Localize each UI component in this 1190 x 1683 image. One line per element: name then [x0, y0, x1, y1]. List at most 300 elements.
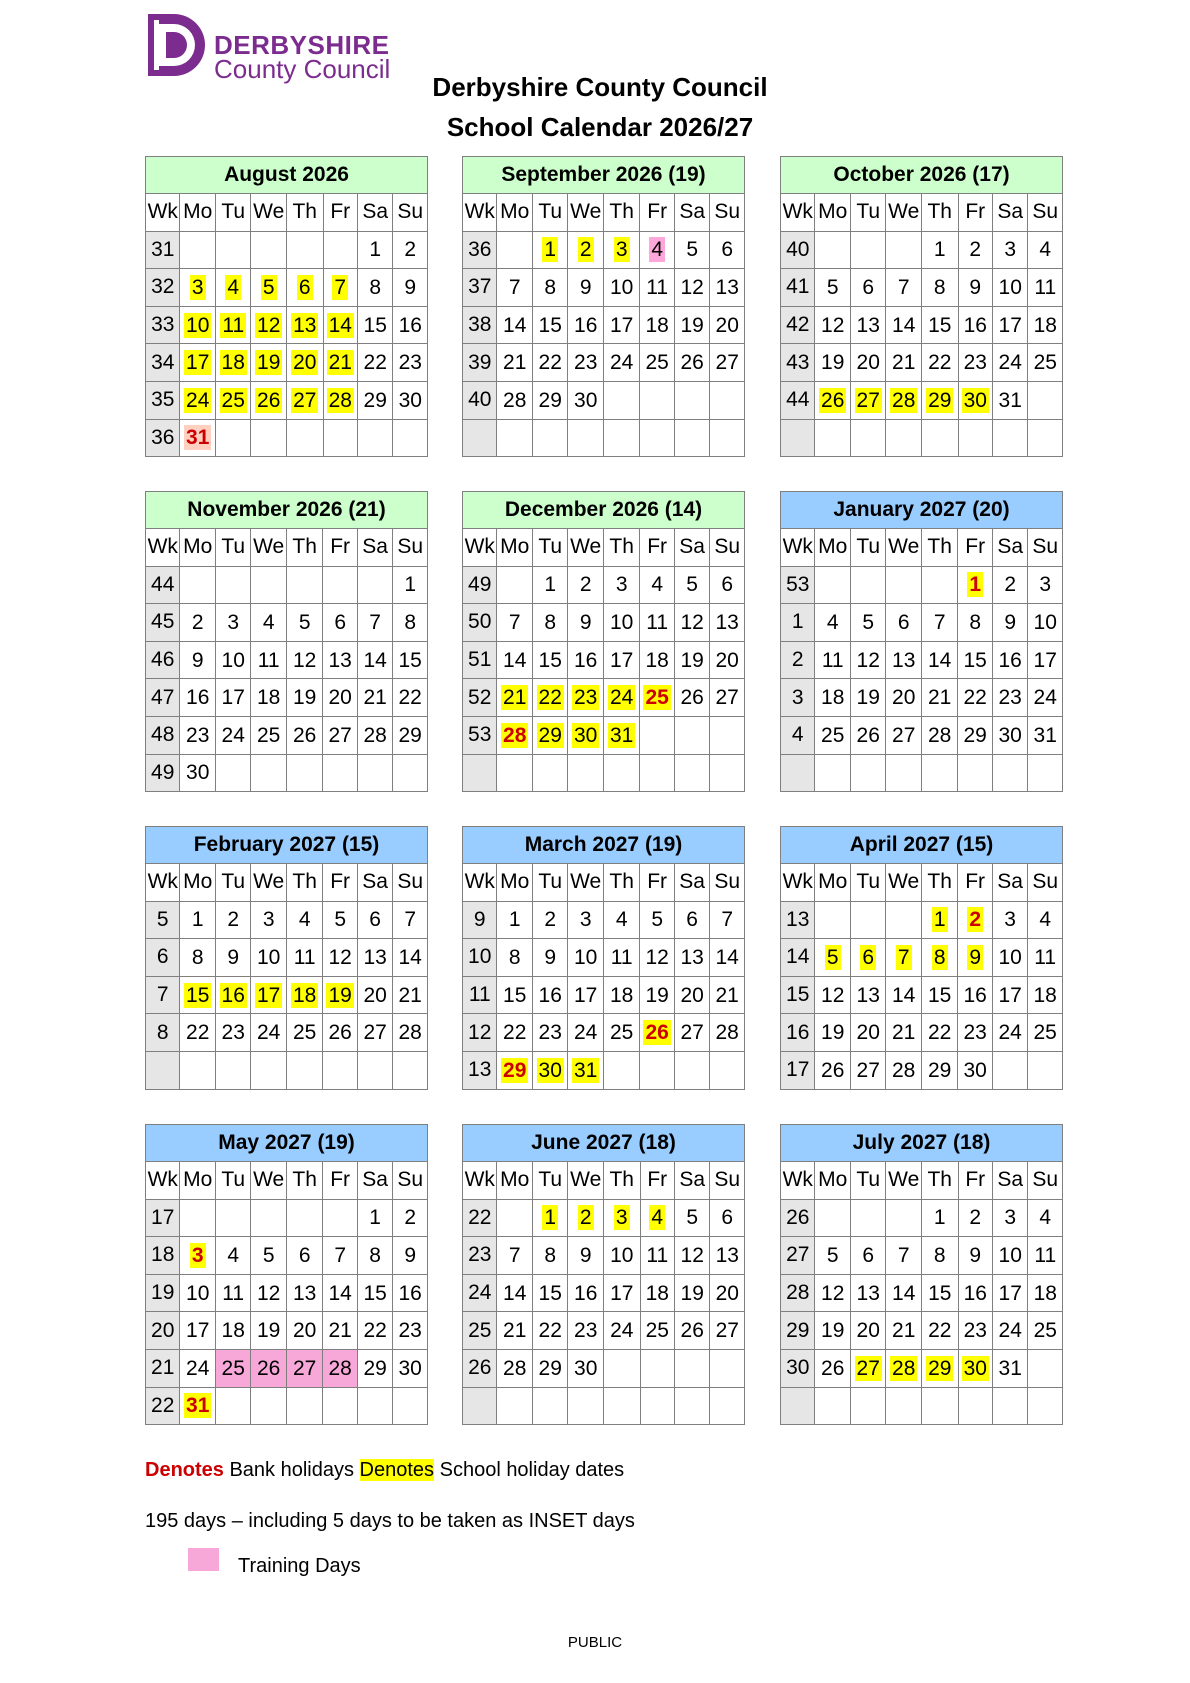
day-header: Sa	[992, 1162, 1028, 1200]
month-calendar	[145, 1124, 428, 1426]
day-cell: 14	[323, 1274, 357, 1312]
day-cell: 6	[286, 1237, 323, 1275]
day-header: Su	[393, 529, 428, 567]
day-cell: 27	[710, 344, 745, 382]
day-cell: 5	[815, 939, 850, 977]
day-cell: 28	[497, 1349, 533, 1387]
day-cell: 22	[921, 1014, 958, 1052]
day-cell: 1	[921, 231, 958, 269]
empty-cell	[603, 754, 640, 792]
empty-cell	[568, 419, 603, 457]
day-cell: 5	[674, 231, 709, 269]
empty-cell	[850, 231, 886, 269]
day-cell: 3	[992, 1199, 1028, 1237]
training-swatch	[188, 1548, 219, 1571]
week-number: 23	[463, 1237, 497, 1275]
day-cell: 10	[568, 939, 603, 977]
day-cell: 2	[180, 604, 215, 642]
empty-cell	[815, 419, 851, 457]
day-cell: 5	[815, 269, 851, 307]
month-title: September 2026 (19)	[463, 157, 745, 194]
day-cell: 30	[568, 1349, 604, 1387]
day-cell: 11	[640, 1237, 674, 1275]
week-number: 36	[146, 419, 180, 457]
week-number: 40	[463, 381, 497, 419]
day-cell: 29	[393, 716, 428, 754]
day-cell: 4	[815, 604, 850, 642]
day-header: Wk	[463, 1162, 497, 1200]
week-number: 36	[463, 231, 497, 269]
week-number: 3	[781, 679, 815, 717]
week-number: 12	[463, 1014, 497, 1052]
day-cell: 18	[1028, 306, 1063, 344]
week-number: 24	[463, 1274, 497, 1312]
empty-cell	[532, 419, 567, 457]
empty-cell	[180, 1199, 215, 1237]
day-cell: 14	[921, 641, 958, 679]
week-number: 27	[781, 1237, 815, 1275]
day-header: Fr	[640, 194, 674, 232]
empty-cell	[640, 419, 674, 457]
day-cell: 24	[603, 679, 640, 717]
week-number: 11	[463, 976, 497, 1014]
day-cell: 14	[886, 976, 921, 1014]
day-header: Su	[393, 194, 428, 232]
day-cell: 13	[850, 976, 885, 1014]
day-cell: 10	[603, 604, 640, 642]
day-cell: 1	[357, 1199, 392, 1237]
week-number: 40	[781, 231, 815, 269]
day-cell: 6	[850, 269, 886, 307]
week-number: 13	[463, 1051, 497, 1089]
day-cell: 24	[251, 1014, 286, 1052]
day-cell: 26	[674, 1312, 710, 1350]
day-cell: 5	[640, 901, 674, 939]
week-number	[781, 419, 815, 457]
day-header: Sa	[674, 529, 709, 567]
day-cell: 15	[393, 641, 428, 679]
empty-cell	[497, 419, 532, 457]
week-number: 4	[781, 716, 815, 754]
day-header: Tu	[850, 194, 886, 232]
day-cell: 8	[497, 939, 532, 977]
week-number: 10	[463, 939, 497, 977]
day-cell: 30	[958, 1349, 992, 1387]
empty-cell	[603, 1387, 640, 1425]
week-number: 41	[781, 269, 815, 307]
day-cell: 18	[1028, 1274, 1063, 1312]
empty-cell	[215, 566, 250, 604]
day-cell: 2	[958, 231, 992, 269]
day-header: Fr	[323, 1162, 357, 1200]
week-number: 17	[146, 1199, 180, 1237]
day-cell: 2	[393, 231, 428, 269]
week-number: 9	[463, 901, 497, 939]
day-header: Mo	[815, 864, 850, 902]
day-header: We	[886, 194, 922, 232]
day-cell: 9	[180, 641, 215, 679]
day-cell: 23	[532, 1014, 567, 1052]
day-cell: 16	[180, 679, 215, 717]
legend-days-total: 195 days – including 5 days to be taken as INSET days	[145, 1510, 635, 1532]
day-header: Mo	[497, 864, 532, 902]
day-header: Sa	[674, 194, 709, 232]
day-cell: 12	[815, 1274, 851, 1312]
day-cell: 28	[886, 1349, 922, 1387]
day-cell: 18	[640, 1274, 674, 1312]
week-number: 13	[781, 901, 815, 939]
day-cell: 21	[393, 976, 428, 1014]
empty-cell	[1028, 1387, 1063, 1425]
day-cell: 29	[532, 381, 567, 419]
day-header: Wk	[146, 864, 180, 902]
day-header: We	[251, 529, 286, 567]
day-cell: 23	[568, 344, 603, 382]
day-cell: 18	[640, 306, 674, 344]
day-cell: 15	[357, 1274, 392, 1312]
day-cell: 2	[568, 566, 603, 604]
empty-cell	[1028, 1051, 1063, 1089]
day-header: Tu	[215, 529, 250, 567]
day-header: Sa	[992, 864, 1027, 902]
empty-cell	[393, 1387, 428, 1425]
day-header: Wk	[781, 529, 815, 567]
empty-cell	[886, 419, 922, 457]
day-cell: 17	[992, 976, 1027, 1014]
day-cell: 18	[215, 344, 251, 382]
day-cell: 1	[532, 1199, 568, 1237]
day-header: Sa	[674, 864, 709, 902]
day-cell: 24	[603, 1312, 640, 1350]
week-number	[781, 1387, 815, 1425]
empty-cell	[640, 1051, 674, 1089]
day-cell: 19	[251, 1312, 286, 1350]
week-number: 49	[146, 754, 180, 792]
day-header: Wk	[146, 529, 180, 567]
day-cell: 5	[674, 1199, 710, 1237]
week-number: 2	[781, 641, 815, 679]
empty-cell	[603, 381, 640, 419]
day-cell: 21	[323, 1312, 357, 1350]
day-cell: 31	[992, 1349, 1028, 1387]
empty-cell	[958, 1387, 992, 1425]
day-cell: 10	[992, 269, 1028, 307]
empty-cell	[286, 1199, 323, 1237]
day-cell: 21	[921, 679, 958, 717]
day-cell: 14	[886, 1274, 922, 1312]
day-cell: 30	[568, 381, 603, 419]
day-cell: 1	[357, 231, 393, 269]
day-cell: 9	[215, 939, 250, 977]
month-calendar	[145, 491, 428, 793]
day-header: Th	[603, 864, 640, 902]
day-cell: 21	[323, 344, 357, 382]
day-cell: 22	[180, 1014, 215, 1052]
empty-cell	[323, 1199, 357, 1237]
day-cell: 25	[1028, 344, 1063, 382]
week-number: 21	[146, 1349, 180, 1387]
day-cell: 7	[886, 939, 921, 977]
day-cell: 25	[286, 1014, 323, 1052]
day-cell: 9	[958, 939, 992, 977]
logo-line1: DERBYSHIRE	[214, 30, 390, 60]
week-number: 51	[463, 641, 497, 679]
day-cell: 7	[886, 1237, 922, 1275]
day-cell: 11	[815, 641, 850, 679]
empty-cell	[286, 1387, 323, 1425]
week-number: 33	[146, 306, 180, 344]
day-header: We	[251, 194, 287, 232]
day-cell: 15	[532, 1274, 568, 1312]
day-cell: 10	[180, 1274, 215, 1312]
day-cell: 1	[958, 566, 992, 604]
day-header: Th	[286, 194, 323, 232]
empty-cell	[215, 1199, 250, 1237]
day-cell: 15	[180, 976, 215, 1014]
empty-cell	[215, 231, 251, 269]
day-cell: 19	[323, 976, 357, 1014]
empty-cell	[323, 419, 357, 457]
logo-line2: County Council	[214, 54, 391, 84]
week-number: 47	[146, 679, 180, 717]
day-header: Fr	[958, 1162, 992, 1200]
empty-cell	[497, 1199, 533, 1237]
page-subtitle: School Calendar 2026/27	[446, 112, 754, 142]
week-number: 42	[781, 306, 815, 344]
day-header: Mo	[497, 194, 532, 232]
empty-cell	[958, 419, 992, 457]
empty-cell	[886, 231, 922, 269]
day-cell: 23	[568, 1312, 604, 1350]
empty-cell	[1028, 381, 1063, 419]
day-cell: 3	[992, 901, 1027, 939]
day-cell: 19	[674, 641, 709, 679]
empty-cell	[710, 716, 745, 754]
day-cell: 24	[992, 344, 1028, 382]
day-cell: 4	[640, 231, 674, 269]
day-cell: 21	[886, 344, 922, 382]
empty-cell	[850, 901, 885, 939]
empty-cell	[850, 1199, 886, 1237]
empty-cell	[1028, 754, 1063, 792]
day-cell: 25	[815, 716, 850, 754]
day-cell: 20	[850, 1014, 885, 1052]
empty-cell	[921, 419, 958, 457]
day-cell: 7	[921, 604, 958, 642]
day-cell: 16	[568, 1274, 604, 1312]
day-cell: 25	[640, 1312, 674, 1350]
day-cell: 29	[921, 381, 958, 419]
day-cell: 10	[992, 939, 1027, 977]
day-cell: 8	[958, 604, 992, 642]
day-cell: 9	[958, 269, 992, 307]
week-number: 46	[146, 641, 180, 679]
day-cell: 13	[850, 306, 886, 344]
day-cell: 9	[568, 269, 603, 307]
day-cell: 27	[710, 679, 745, 717]
day-header: Th	[286, 1162, 323, 1200]
day-header: Sa	[992, 529, 1027, 567]
day-cell: 16	[958, 1274, 992, 1312]
month-calendar	[462, 156, 745, 458]
empty-cell	[251, 566, 286, 604]
day-cell: 21	[886, 1014, 921, 1052]
day-cell: 22	[958, 679, 992, 717]
empty-cell	[393, 754, 428, 792]
empty-cell	[393, 1051, 428, 1089]
day-cell: 2	[958, 901, 992, 939]
day-cell: 6	[357, 901, 392, 939]
day-cell: 24	[180, 1349, 215, 1387]
week-number: 34	[146, 344, 180, 382]
day-cell: 14	[393, 939, 428, 977]
day-cell: 3	[603, 566, 640, 604]
empty-cell	[640, 716, 674, 754]
day-cell: 25	[1028, 1312, 1063, 1350]
day-cell: 26	[251, 1349, 286, 1387]
day-header: Th	[921, 864, 958, 902]
day-cell: 27	[286, 1349, 323, 1387]
day-cell: 6	[850, 939, 885, 977]
legend-school-text: School holiday dates	[434, 1459, 625, 1481]
day-header: Fr	[640, 529, 674, 567]
day-cell: 9	[958, 1237, 992, 1275]
day-cell: 8	[921, 939, 958, 977]
page-title: Derbyshire County Council	[432, 72, 768, 102]
empty-cell	[640, 381, 674, 419]
day-cell: 1	[393, 566, 428, 604]
day-cell: 18	[815, 679, 850, 717]
empty-cell	[674, 1387, 710, 1425]
empty-cell	[357, 566, 392, 604]
day-cell: 12	[674, 269, 709, 307]
week-number: 25	[463, 1312, 497, 1350]
week-number: 26	[781, 1199, 815, 1237]
week-number: 8	[146, 1014, 180, 1052]
week-number: 26	[463, 1349, 497, 1387]
week-number: 5	[146, 901, 180, 939]
day-header: Fr	[323, 864, 357, 902]
empty-cell	[323, 754, 357, 792]
week-number: 52	[463, 679, 497, 717]
day-cell: 26	[815, 1051, 850, 1089]
day-cell: 8	[393, 604, 428, 642]
day-cell: 20	[286, 344, 323, 382]
empty-cell	[710, 1387, 745, 1425]
day-cell: 18	[1028, 976, 1063, 1014]
day-cell: 6	[850, 1237, 886, 1275]
day-cell: 7	[497, 1237, 533, 1275]
empty-cell	[921, 566, 958, 604]
day-header: Wk	[463, 194, 497, 232]
empty-cell	[815, 754, 850, 792]
empty-cell	[532, 1387, 568, 1425]
day-cell: 30	[532, 1051, 567, 1089]
day-header: Su	[1028, 864, 1063, 902]
legend-school-label: Denotes	[359, 1459, 435, 1481]
day-header: Sa	[992, 194, 1028, 232]
week-number: 15	[781, 976, 815, 1014]
day-cell: 24	[1028, 679, 1063, 717]
empty-cell	[886, 901, 921, 939]
day-cell: 25	[1028, 1014, 1063, 1052]
empty-cell	[1028, 419, 1063, 457]
day-cell: 16	[992, 641, 1027, 679]
week-number: 38	[463, 306, 497, 344]
day-cell: 8	[921, 269, 958, 307]
day-cell: 28	[323, 381, 357, 419]
day-header: Mo	[180, 529, 215, 567]
week-number: 18	[146, 1237, 180, 1275]
day-header: Tu	[850, 864, 885, 902]
day-cell: 11	[251, 641, 286, 679]
day-cell: 12	[815, 976, 850, 1014]
day-cell: 15	[357, 306, 393, 344]
day-header: Fr	[958, 529, 992, 567]
day-cell: 20	[710, 641, 745, 679]
empty-cell	[251, 1051, 286, 1089]
empty-cell	[286, 419, 323, 457]
empty-cell	[815, 1387, 851, 1425]
day-cell: 9	[568, 604, 603, 642]
day-header: Wk	[463, 864, 497, 902]
day-cell: 26	[850, 716, 885, 754]
day-cell: 9	[393, 269, 428, 307]
day-header: Wk	[146, 1162, 180, 1200]
day-header: Sa	[357, 1162, 392, 1200]
day-cell: 16	[568, 306, 603, 344]
day-cell: 11	[215, 306, 251, 344]
day-cell: 1	[532, 231, 567, 269]
day-header: Mo	[815, 194, 851, 232]
week-number: 16	[781, 1014, 815, 1052]
day-cell: 7	[886, 269, 922, 307]
week-number: 29	[781, 1312, 815, 1350]
day-cell: 2	[958, 1199, 992, 1237]
day-cell: 28	[323, 1349, 357, 1387]
day-header: We	[886, 1162, 922, 1200]
empty-cell	[992, 419, 1028, 457]
day-cell: 20	[323, 679, 357, 717]
empty-cell	[497, 754, 532, 792]
month-calendar	[780, 826, 1063, 1128]
day-cell: 10	[251, 939, 286, 977]
month-calendar	[780, 156, 1063, 458]
empty-cell	[886, 754, 921, 792]
day-cell: 6	[286, 269, 323, 307]
day-cell: 1	[921, 901, 958, 939]
day-cell: 20	[674, 976, 709, 1014]
day-cell: 19	[815, 1014, 850, 1052]
day-cell: 13	[710, 1237, 745, 1275]
day-cell: 23	[992, 679, 1027, 717]
day-cell: 27	[286, 381, 323, 419]
empty-cell	[674, 419, 709, 457]
day-cell: 14	[886, 306, 922, 344]
day-cell: 4	[603, 901, 640, 939]
day-header: Th	[286, 529, 323, 567]
day-cell: 13	[286, 306, 323, 344]
week-number: 53	[463, 716, 497, 754]
day-cell: 26	[815, 1349, 851, 1387]
day-cell: 12	[674, 604, 709, 642]
day-cell: 14	[710, 939, 745, 977]
day-cell: 25	[640, 679, 674, 717]
month-calendar	[145, 156, 428, 458]
day-cell: 4	[1028, 1199, 1063, 1237]
empty-cell	[286, 754, 323, 792]
day-cell: 4	[286, 901, 323, 939]
